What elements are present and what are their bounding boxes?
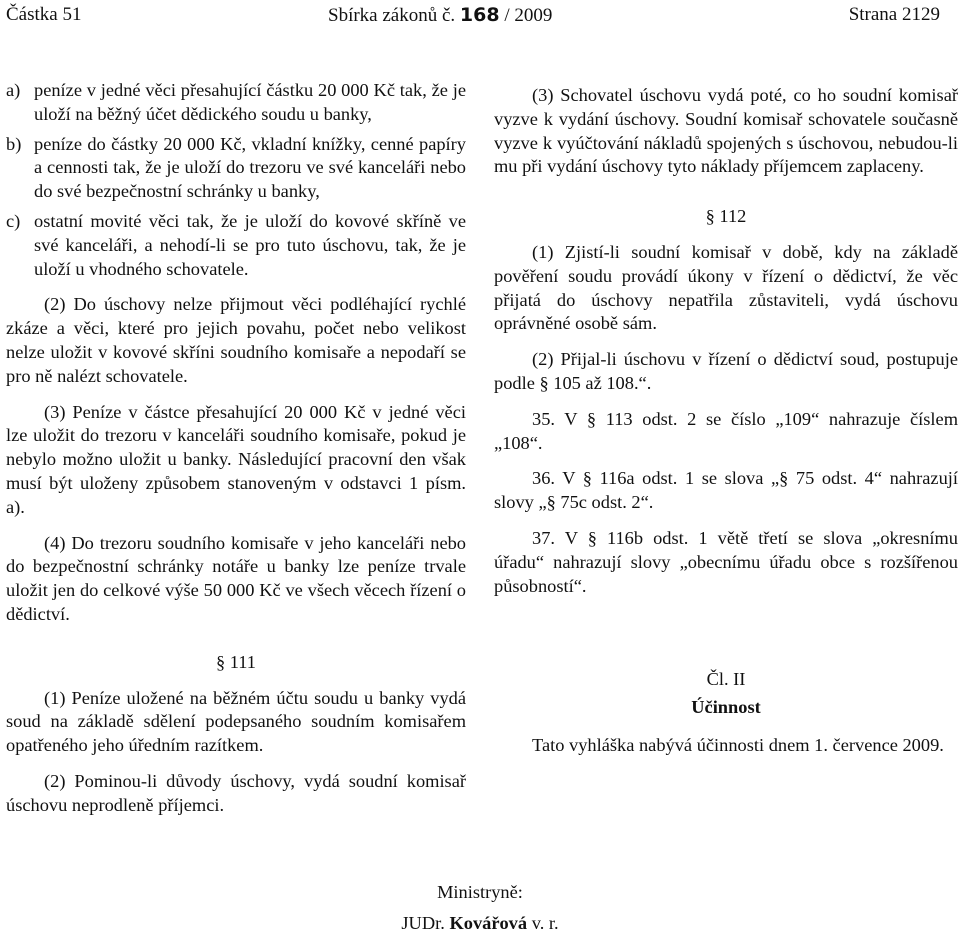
list-item-text: peníze v jedné věci přesahující částku 20 000 Kč tak, že je uloží na běžný účet dědického soudu u banky, [34,80,466,124]
signature-name [0,911,960,935]
signature-surname: Kovářová [449,913,528,933]
paragraph: (2) Pominou-li důvody úschovy, vydá soudní komisař úschovu neprodleně příjemci. [6,770,466,815]
paragraph: (3) Peníze v částce přesahující 20 000 Kč v jedné věci lze uložit do trezoru v kanceláři soudního komisaře, pokud je nebylo možno uložit u banky. Následující pracovní den však musí být uloženy způsobem stanoveným v odstavci 1 písm. a). [6,401,466,517]
header-collection-prefix: Sbírka zákonů č. [328,5,456,26]
paragraph: (2) Přijal-li úschovu v řízení o dědictví soud, postupuje podle § 105 až 108.“. [494,349,958,393]
right-column [494,84,958,770]
paragraph: (4) Do trezoru soudního komisaře v jeho kanceláři nebo do bezpečnostní schránky notáře u banky lze peníze trvale uložit jen do celkové výše 50 000 Kč ve všech věcech řízení o dědictví. [6,532,466,624]
amendment-item: 36. V § 116a odst. 1 se slova „§ 75 odst. 4“ nahrazují slovy „§ 75c odst. 2“. [494,468,958,513]
paragraph: (2) Do úschovy nelze přijmout věci podléhající rychlé zkáze a věci, které pro jejich povahu, počet nebo velikost nelze uložit v kovové skříni soudního komisaře a nepodaří se pro ně nalézt schovatele. [6,294,466,386]
header-page-number: Strana 2129 [848,4,940,25]
paragraph: (1) Peníze uložené na běžném účtu soudu u banky vydá soud na základě sdělení podepsaného soudním komisařem opatřeného jeho úředním razítkem. [6,687,466,756]
signature-suffix: v. r. [531,913,559,933]
header-collection-number: 168 [459,4,500,26]
header-collection-suffix: / 2009 [504,5,553,26]
paragraph: (3) Schovatel úschovu vydá poté, co ho soudní komisař vyzve k vydání úschovy. Soudní komisař schovatele současně vyzve k vyúčtování nákladů spojených s úschovou, nebudou-li mu při vydání úschovy tyto náklady příjemcem zaplaceny. [494,85,958,177]
section-heading: § 112 [705,206,747,227]
part-heading: Čl. II [706,669,746,690]
header-part: Částka 51 [6,4,82,25]
section-heading: § 111 [215,651,256,672]
paragraph: (1) Zjistí-li soudní komisař v době, kdy na základě pověření soudu provádí úkony v řízení o dědictví, že věc přijatá do úschovy nepatřila zůstaviteli, vydá úschovu oprávněné osobě sám. [494,241,958,334]
amendment-item: 37. V § 116b odst. 1 větě třetí se slova „okresnímu úřadu“ nahrazují slovy „obecnímu úřadu obce s rozšířenou působností“. [494,527,958,596]
list-item-label: a) [6,80,21,100]
signature-title: JUDr. [401,913,445,933]
left-column [6,79,466,830]
list-item [6,79,466,127]
list-item [6,133,466,204]
list-item-text: ostatní movité věci tak, že je uloží do kovové skříně ve své kanceláři, a nehodí-li se pro tuto úschovu, tak, že je uloží u vhodného schovatele. [34,210,466,279]
list-item-text: peníze do částky 20 000 Kč, vkladní knížky, cenné papíry a cennosti tak, že je uloží do trezoru ve své kanceláři nebo do své bezpečnostní schránky u banky, [34,133,466,202]
amendment-item: 35. V § 113 odst. 2 se číslo „109“ nahrazuje číslem „108“. [494,408,958,453]
effect-paragraph: Tato vyhláška nabývá účinnosti dnem 1. července 2009. [532,734,944,755]
list-item [6,210,466,281]
list-item-label: c) [6,210,21,231]
part-title: Účinnost [691,697,761,718]
signature-label: Ministryně: [437,882,523,902]
list-item-label: b) [6,133,22,154]
header-collection [328,4,552,27]
